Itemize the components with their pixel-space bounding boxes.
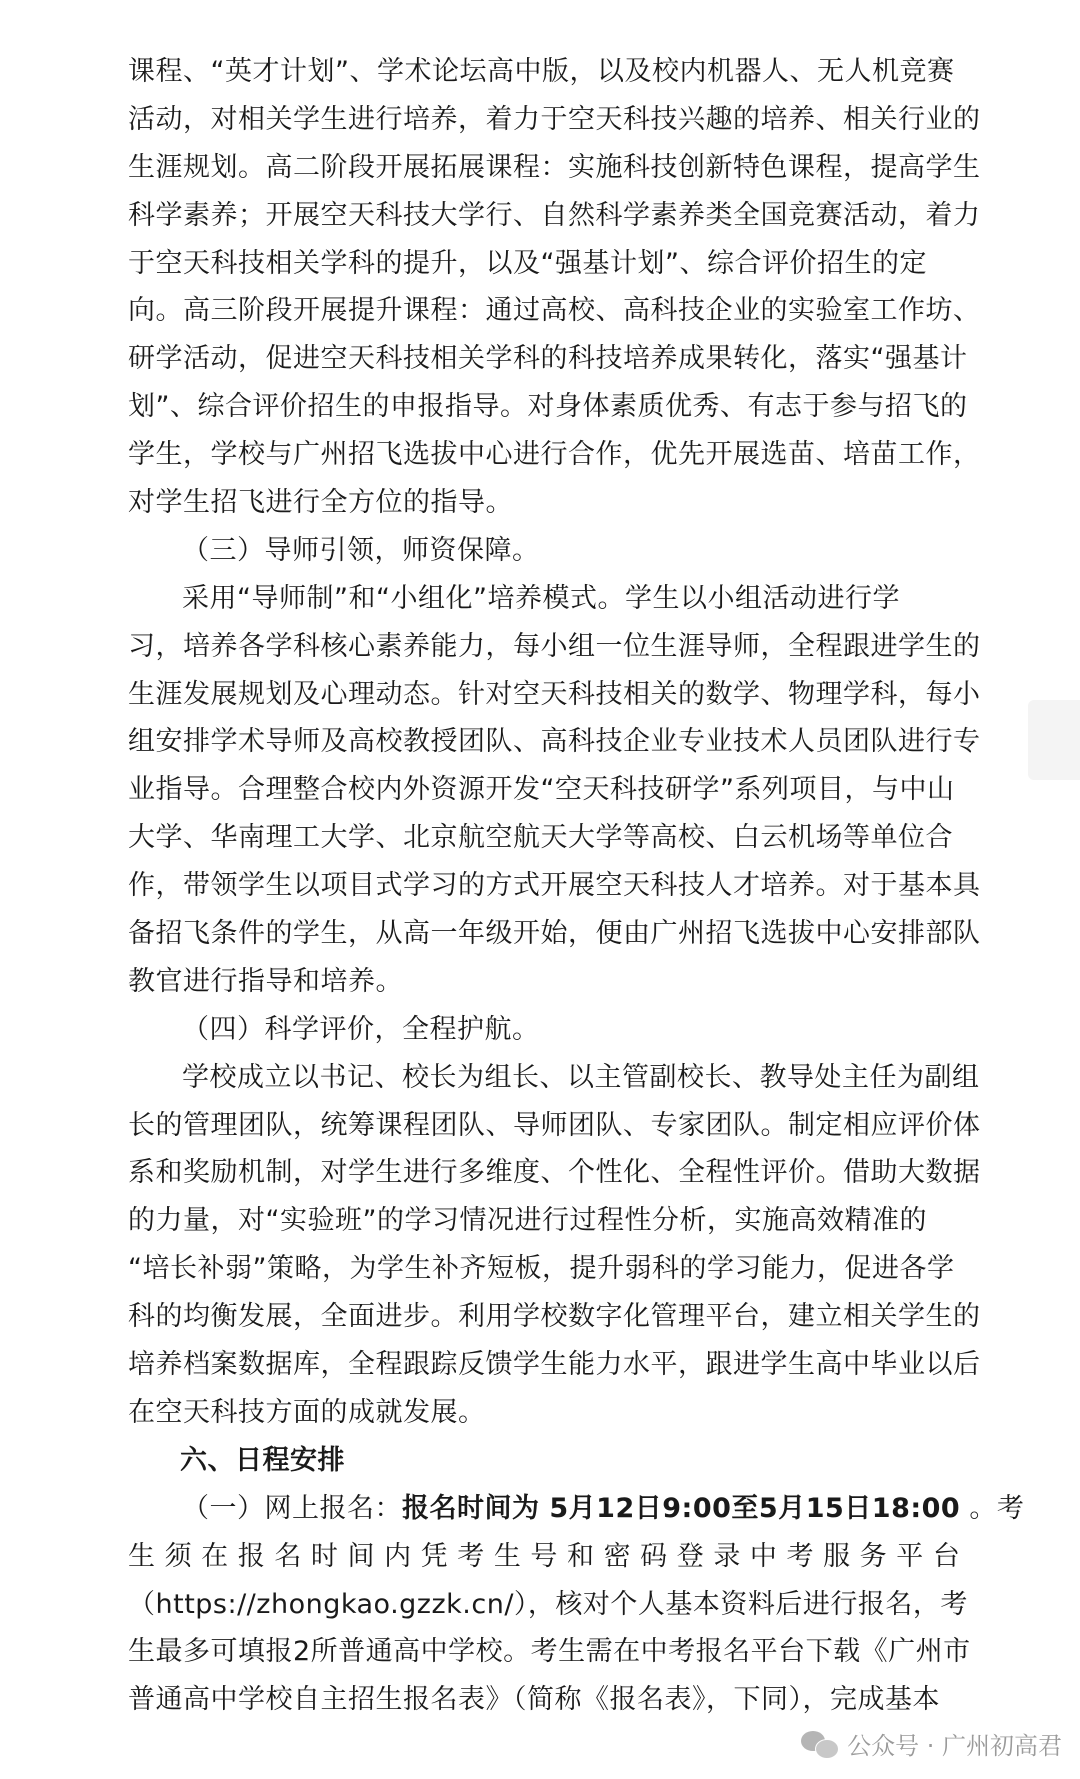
- text-line: 普通高中学校自主招生报名表》（简称《报名表》，下同），完成基本: [128, 1684, 940, 1716]
- text-line: 生 须 在 报 名 时 间 内 凭 考 生 号 和 密 码 登 录 中 考 服 务 平 台: [128, 1540, 961, 1572]
- text-line: 生涯规划。高二阶段开展拓展课程：实施科技创新特色课程，提高学生: [128, 151, 981, 183]
- text-line: 组安排学术导师及高校教授团队、高科技企业专业技术人员团队进行专: [128, 726, 981, 758]
- wechat-icon: [801, 1729, 839, 1759]
- registration-suffix: 。考: [960, 1492, 1025, 1524]
- registration-prefix: （一）网上报名：: [182, 1492, 402, 1524]
- text-line: 活动，对相关学生进行培养，着力于空天科技兴趣的培养、相关行业的: [128, 103, 981, 135]
- text-line: 业指导。合理整合校内外资源开发“空天科技研学”系列项目，与中山: [128, 774, 955, 806]
- text-line: 研学活动，促进空天科技相关学科的科技培养成果转化，落实“强基计: [128, 343, 968, 375]
- text-line: 培养档案数据库，全程跟踪反馈学生能力水平，跟进学生高中毕业以后: [128, 1349, 981, 1381]
- text-line: （三）导师引领，师资保障。: [182, 534, 540, 566]
- text-line: 的力量，对“实验班”的学习情况进行过程性分析，实施高效精准的: [128, 1205, 927, 1237]
- text-line: “培长补弱”策略，为学生补齐短板，提升弱科的学习能力，促进各学: [128, 1253, 955, 1285]
- text-line: 采用“导师制”和“小组化”培养模式。学生以小组活动进行学: [182, 582, 900, 614]
- text-line: 习，培养各学科核心素养能力，每小组一位生涯导师，全程跟进学生的: [128, 630, 981, 662]
- text-line: （四）科学评价，全程护航。: [182, 1013, 540, 1045]
- text-line: 学校成立以书记、校长为组长、以主管副校长、教导处主任为副组: [182, 1061, 980, 1093]
- text-line: 在空天科技方面的成就发展。: [128, 1396, 486, 1428]
- side-tab-decoration: [1028, 700, 1080, 780]
- text-line: 长的管理团队，统筹课程团队、导师团队、专家团队。制定相应评价体: [128, 1109, 981, 1141]
- text-line: 于空天科技相关学科的提升，以及“强基计划”、综合评价招生的定: [128, 247, 927, 279]
- text-line: 生涯发展规划及心理动态。针对空天科技相关的数学、物理学科，每小: [128, 678, 981, 710]
- watermark-text: 公众号 · 广州初高君: [847, 1732, 1062, 1760]
- text-line: 大学、华南理工大学、北京航空航天大学等高校、白云机场等单位合: [128, 822, 953, 854]
- text-line: 学生，学校与广州招飞选拔中心进行合作，优先开展选苗、培苗工作，: [128, 439, 981, 471]
- text-line: 生最多可填报2所普通高中学校。考生需在中考报名平台下载《广州市: [128, 1636, 971, 1668]
- document-body: [128, 48, 1025, 1724]
- registration-line: [128, 1485, 1025, 1533]
- text-line: 课程、“英才计划”、学术论坛高中版，以及校内机器人、无人机竞赛: [128, 56, 955, 87]
- text-line: 系和奖励机制，对学生进行多维度、个性化、全程性评价。借助大数据: [128, 1157, 981, 1189]
- text-line: 科学素养；开展空天科技大学行、自然科学素养类全国竞赛活动，着力: [128, 199, 981, 231]
- text-line: 划”、综合评价招生的申报指导。对身体素质优秀、有志于参与招飞的: [128, 391, 968, 423]
- text-line: 对学生招飞进行全方位的指导。: [128, 487, 513, 519]
- section-heading: 六、日程安排: [180, 1444, 345, 1476]
- text-line: （https://zhongkao.gzzk.cn/），核对个人基本资料后进行报名，考: [128, 1588, 968, 1620]
- registration-time: 报名时间为 5月12日9:00至5月15日18:00: [402, 1492, 961, 1524]
- text-line: 备招飞条件的学生，从高一年级开始，便由广州招飞选拔中心安排部队: [128, 918, 981, 950]
- watermark: [801, 1726, 1062, 1761]
- text-line: 教官进行指导和培养。: [128, 965, 403, 997]
- text-line: 作，带领学生以项目式学习的方式开展空天科技人才培养。对于基本具: [128, 870, 981, 902]
- text-line: 向。高三阶段开展提升课程：通过高校、高科技企业的实验室工作坊、: [128, 295, 981, 327]
- text-line: 科的均衡发展，全面进步。利用学校数字化管理平台，建立相关学生的: [128, 1301, 981, 1333]
